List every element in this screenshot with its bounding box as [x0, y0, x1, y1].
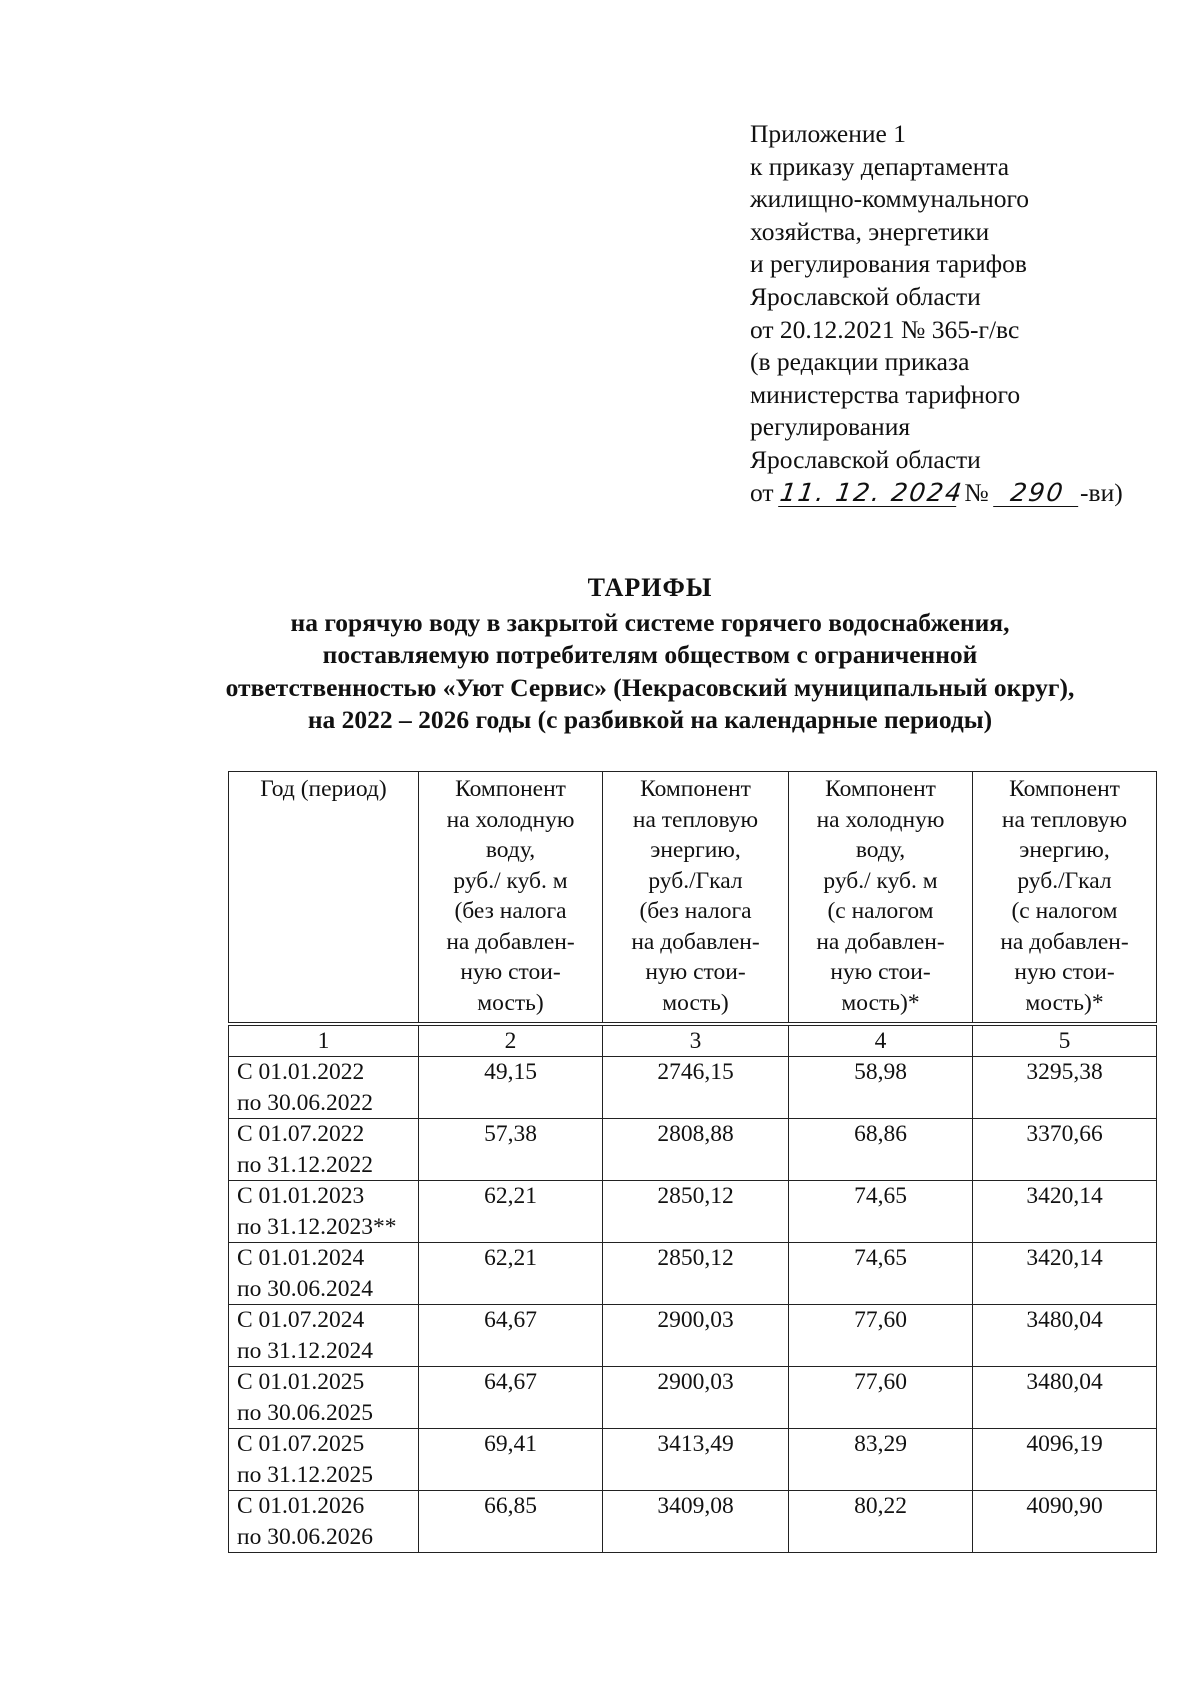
tariff-value: 4096,19 — [973, 1429, 1157, 1491]
table-row — [229, 1181, 1157, 1243]
header-line: на добавлен- — [816, 928, 945, 955]
period-cell — [229, 1181, 419, 1243]
header-line: (с налогом — [827, 898, 934, 924]
tariffs-table — [228, 771, 1157, 1553]
period-from: С 01.01.2025 — [237, 1369, 365, 1395]
header-line: мость)* — [1025, 989, 1104, 1016]
tariff-value: 64,67 — [419, 1305, 603, 1367]
table-row — [229, 1119, 1157, 1181]
header-line: руб./Гкал — [1017, 867, 1112, 894]
column-number: 5 — [973, 1024, 1157, 1057]
column-number: 1 — [229, 1024, 419, 1057]
column-number: 3 — [603, 1024, 789, 1057]
subtitle-line: ответственностью «Уют Сервис» (Некрасовский муниципальный округ), — [225, 672, 1075, 702]
period-from: С 01.01.2023 — [237, 1183, 365, 1209]
tariff-value: 2850,12 — [603, 1181, 789, 1243]
tariff-value: 4090,90 — [973, 1491, 1157, 1553]
header-line: ную стои- — [1014, 959, 1115, 985]
tariff-value: 62,21 — [419, 1181, 603, 1243]
appendix-line: Приложение 1 — [750, 119, 906, 148]
tariff-value: 74,65 — [789, 1181, 973, 1243]
appendix-line: (в редакции приказа — [750, 347, 970, 377]
table-row — [229, 1491, 1157, 1553]
order-suffix: -ви) — [1080, 477, 1123, 507]
tariff-value: 68,86 — [789, 1119, 973, 1181]
header-year-period — [229, 772, 419, 1025]
header-line: мость) — [662, 989, 729, 1016]
period-from: С 01.07.2024 — [237, 1307, 365, 1333]
tariff-value: 3413,49 — [603, 1429, 789, 1491]
appendix-block — [750, 118, 1123, 509]
period-to: по 31.12.2024 — [237, 1337, 373, 1364]
period-from: С 01.01.2024 — [237, 1245, 365, 1271]
header-line: на тепловую — [632, 806, 759, 833]
header-line: ную стои- — [830, 959, 931, 985]
table-row — [229, 1305, 1157, 1367]
tariff-value: 2900,03 — [603, 1367, 789, 1429]
header-line: Год (период) — [260, 776, 387, 802]
period-cell — [229, 1429, 419, 1491]
header-line: руб./Гкал — [648, 867, 743, 894]
tariff-value: 69,41 — [419, 1429, 603, 1491]
subtitle-line: на 2022 – 2026 годы (с разбивкой на календарные периоды) — [307, 705, 993, 734]
header-line: Компонент — [1009, 776, 1120, 802]
amendment-date-line — [750, 477, 1123, 510]
header-line: Компонент — [455, 776, 566, 802]
document-title — [100, 572, 1200, 737]
period-to: по 31.12.2023** — [237, 1213, 397, 1240]
header-line: на холодную — [446, 806, 575, 833]
header-line: на добавлен- — [446, 928, 575, 955]
subtitle-line: поставляемую потребителям обществом с ограниченной — [322, 640, 978, 669]
tariff-value: 77,60 — [789, 1367, 973, 1429]
tariff-value: 3295,38 — [973, 1057, 1157, 1119]
tariff-value: 66,85 — [419, 1491, 603, 1553]
handwritten-date: 11. 12. 2024 — [778, 477, 966, 507]
period-from: С 01.01.2022 — [237, 1059, 365, 1085]
header-line: воду, — [485, 837, 536, 863]
amendment-prefix: от — [750, 477, 774, 507]
tariff-value: 58,98 — [789, 1057, 973, 1119]
period-from: С 01.07.2022 — [237, 1121, 365, 1147]
header-line: Компонент — [825, 776, 936, 802]
table-row — [229, 1243, 1157, 1305]
tariff-value: 80,22 — [789, 1491, 973, 1553]
tariff-value: 2746,15 — [603, 1057, 789, 1119]
tariff-value: 3370,66 — [973, 1119, 1157, 1181]
header-component-3 — [603, 772, 789, 1025]
number-sign: № — [964, 477, 989, 507]
period-cell — [229, 1057, 419, 1119]
appendix-line: министерства тарифного — [750, 379, 1021, 409]
tariff-value: 83,29 — [789, 1429, 973, 1491]
header-component-4 — [789, 772, 973, 1025]
subtitle-line: на горячую воду в закрытой системе горячего водоснабжения, — [290, 607, 1010, 637]
period-cell — [229, 1119, 419, 1181]
period-to: по 30.06.2026 — [237, 1523, 373, 1550]
header-line: на тепловую — [1001, 806, 1128, 833]
column-number-row — [229, 1024, 1157, 1057]
appendix-line: Ярославской области — [750, 281, 981, 311]
tariff-value: 74,65 — [789, 1243, 973, 1305]
tariff-value: 3480,04 — [973, 1305, 1157, 1367]
header-line: воду, — [855, 837, 906, 863]
table-row — [229, 1429, 1157, 1491]
header-line: Компонент — [640, 776, 751, 802]
period-to: по 31.12.2022 — [237, 1151, 373, 1178]
header-line: (без налога — [454, 898, 567, 924]
tariff-value: 3420,14 — [973, 1181, 1157, 1243]
period-cell — [229, 1367, 419, 1429]
header-line: ную стои- — [645, 959, 746, 985]
column-number: 2 — [419, 1024, 603, 1057]
header-line: на добавлен- — [631, 928, 760, 955]
appendix-line: Ярославской области — [750, 444, 981, 474]
appendix-line: жилищно-коммунального — [750, 184, 1030, 214]
period-cell — [229, 1491, 419, 1553]
header-component-2 — [419, 772, 603, 1025]
tariff-value: 57,38 — [419, 1119, 603, 1181]
table-header-row — [229, 772, 1157, 1025]
tariff-value: 3409,08 — [603, 1491, 789, 1553]
appendix-line: к приказу департамента — [750, 151, 1010, 181]
tariff-value: 2900,03 — [603, 1305, 789, 1367]
header-line: энергию, — [650, 837, 741, 863]
header-line: энергию, — [1019, 837, 1110, 863]
appendix-line: регулирования — [750, 412, 911, 442]
title-main: ТАРИФЫ — [587, 573, 713, 602]
period-to: по 30.06.2022 — [237, 1089, 373, 1116]
appendix-line: хозяйства, энергетики — [750, 216, 990, 246]
tariff-value: 49,15 — [419, 1057, 603, 1119]
header-line: (без налога — [639, 898, 752, 924]
column-number: 4 — [789, 1024, 973, 1057]
table-row — [229, 1057, 1157, 1119]
appendix-line: и регулирования тарифов — [750, 249, 1027, 279]
header-line: руб./ куб. м — [823, 867, 938, 894]
tariff-value: 2808,88 — [603, 1119, 789, 1181]
tariff-value: 2850,12 — [603, 1243, 789, 1305]
header-line: на добавлен- — [1000, 928, 1129, 955]
header-line: на холодную — [816, 806, 945, 833]
header-component-5 — [973, 772, 1157, 1025]
period-to: по 30.06.2025 — [237, 1399, 373, 1426]
header-line: (с налогом — [1011, 898, 1118, 924]
tariff-value: 3420,14 — [973, 1243, 1157, 1305]
tariff-value: 77,60 — [789, 1305, 973, 1367]
period-cell — [229, 1305, 419, 1367]
period-from: С 01.07.2025 — [237, 1431, 365, 1457]
header-line: мость) — [477, 989, 544, 1016]
header-line: руб./ куб. м — [453, 867, 568, 894]
header-line: ную стои- — [460, 959, 561, 985]
appendix-line: от 20.12.2021 № 365-г/вс — [750, 314, 1020, 344]
period-from: С 01.01.2026 — [237, 1493, 365, 1519]
header-line: мость)* — [841, 989, 920, 1016]
tariff-value: 64,67 — [419, 1367, 603, 1429]
handwritten-number: 290 — [993, 480, 1082, 507]
period-to: по 30.06.2024 — [237, 1275, 373, 1302]
period-cell — [229, 1243, 419, 1305]
table-row — [229, 1367, 1157, 1429]
tariff-value: 3480,04 — [973, 1367, 1157, 1429]
period-to: по 31.12.2025 — [237, 1461, 373, 1488]
tariff-value: 62,21 — [419, 1243, 603, 1305]
